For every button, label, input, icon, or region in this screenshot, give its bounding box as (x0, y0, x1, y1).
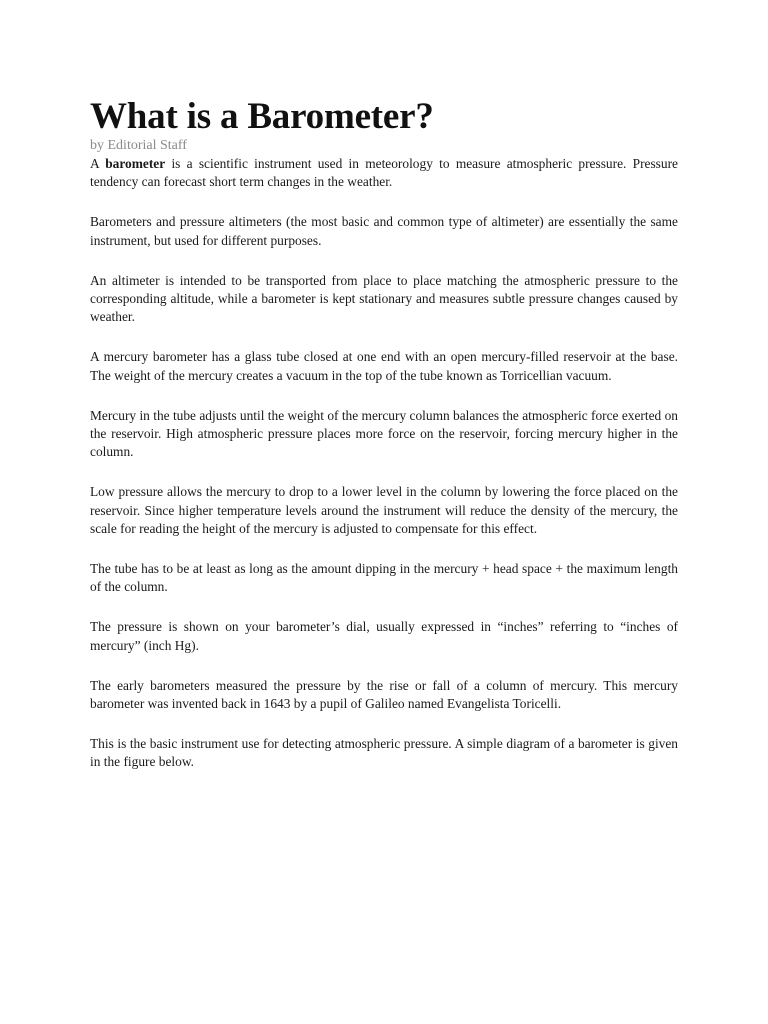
intro-suffix: is a scientific instrument used in meteorology to measure atmospheric pressure. Pressure tendency can forecast short term changes in the weather. (90, 156, 678, 190)
page-title: What is a Barometer? (90, 96, 434, 137)
paragraph: The pressure is shown on your barometer’s dial, usually expressed in “inches” referring to “inches of mercury” (inch Hg). (90, 619, 678, 653)
paragraph: An altimeter is intended to be transported from place to place matching the atmospheric pressure to the corresponding altitude, while a barometer is kept stationary and measures subtle pressure changes caused by weather. (90, 272, 678, 325)
paragraph: A mercury barometer has a glass tube closed at one end with an open mercury-filled reservoir at the base. The weight of the mercury creates a vacuum in the top of the tube known as Torricellian vacuum. (90, 349, 678, 383)
intro-bold-term: barometer (105, 156, 166, 171)
paragraph: Low pressure allows the mercury to drop to a lower level in the column by lowering the force placed on the reservoir. Since higher temperature levels around the instrument will reduce the density of the mercury, the scale for reading the height of the mercury is adjusted to compensate for this effect. (90, 484, 678, 536)
intro-prefix: A (90, 156, 106, 171)
paragraph: The early barometers measured the pressure by the rise or fall of a column of mercury. This mercury barometer was invented back in 1643 by a pupil of Galileo named Evangelista Toricelli. (90, 677, 678, 712)
paragraph: Barometers and pressure altimeters (the most basic and common type of altimeter) are essentially the same instrument, but used for different purposes. (90, 214, 678, 248)
document-page (90, 96, 678, 794)
paragraph: This is the basic instrument use for detecting atmospheric pressure. A simple diagram of a barometer is given in the figure below. (90, 736, 678, 770)
intro-paragraph (90, 155, 678, 191)
byline: by Editorial Staff (90, 138, 187, 153)
paragraph: Mercury in the tube adjusts until the weight of the mercury column balances the atmospheric force exerted on the reservoir. High atmospheric pressure places more force on the reservoir, forcing mercury higher in the column. (90, 407, 678, 460)
paragraph: The tube has to be at least as long as the amount dipping in the mercury + head space + the maximum length of the column. (90, 561, 678, 595)
